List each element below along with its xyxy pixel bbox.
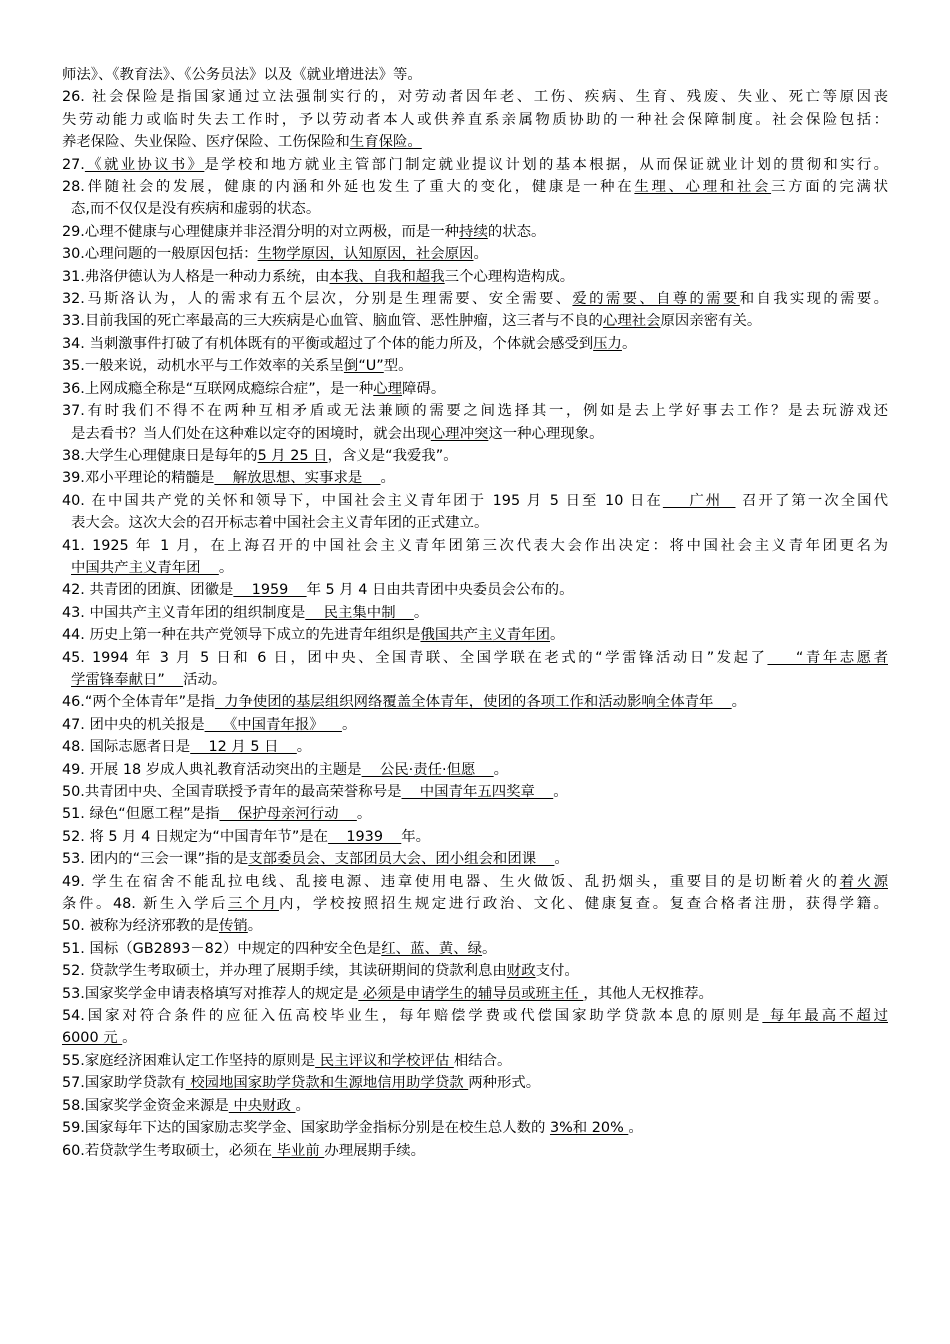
text-segment: 41. 1925 年 1 月，在上海召开的中国社会主义青年团第三次代表大会作出决定：将中国社会主义青年团更名为 bbox=[62, 537, 888, 554]
text-line bbox=[62, 647, 888, 669]
text-segment: 。 bbox=[295, 1097, 310, 1114]
underlined-answer: 《中国青年报》 bbox=[204, 716, 342, 733]
underlined-answer: 学雷锋奉献日” bbox=[71, 671, 184, 688]
text-line bbox=[62, 154, 888, 176]
text-segment: 原因亲密有关。 bbox=[660, 313, 762, 330]
text-line bbox=[62, 1027, 888, 1049]
text-segment: 两种形式。 bbox=[468, 1075, 541, 1092]
text-segment: 活动。 bbox=[183, 671, 227, 688]
text-segment: 33.目前我国的死亡率最高的三大疾病是心血管、脑血管、恶性肿瘤，这三者与不良的 bbox=[62, 313, 603, 330]
text-line bbox=[62, 915, 888, 937]
text-line bbox=[62, 759, 888, 781]
text-segment: 三个心理构造构成。 bbox=[444, 268, 575, 285]
text-line bbox=[62, 938, 888, 960]
text-segment: 。 bbox=[296, 739, 312, 756]
underlined-answer: 心理冲突 bbox=[430, 425, 489, 442]
text-line bbox=[62, 109, 888, 131]
text-segment: 。 bbox=[553, 784, 568, 800]
text-line bbox=[62, 243, 888, 265]
text-segment: 是去看书？当人们处在这种难以定夺的困境时，就会出现 bbox=[71, 425, 431, 442]
text-segment: 59.国家每年下达的国家励志奖学金、国家助学金指标分别是在校生总人数的 bbox=[62, 1120, 550, 1137]
text-segment: 27. bbox=[62, 156, 85, 173]
underlined-answer: 爱的需要、自尊的需要 bbox=[572, 291, 740, 308]
text-line bbox=[62, 714, 888, 736]
text-segment: 50.共青团中央、全国青联授予青年的最高荣誉称号是 bbox=[62, 784, 402, 800]
text-line bbox=[62, 86, 888, 108]
text-line bbox=[62, 579, 888, 601]
text-segment: 46.“两个全体青年”是指 bbox=[62, 694, 215, 711]
underlined-answer: 压力 bbox=[593, 335, 622, 352]
text-segment: 态,而不仅仅是没有疾病和虚弱的状态。 bbox=[71, 201, 321, 218]
underlined-answer: 着火源 bbox=[839, 873, 888, 890]
text-segment: 的状态。 bbox=[487, 223, 546, 240]
text-segment: 三方面的完满状 bbox=[771, 179, 888, 196]
text-segment: 49. 开展 18 岁成人典礼教育活动突出的主题是 bbox=[62, 761, 362, 778]
text-line bbox=[62, 1050, 888, 1072]
text-segment: 38.大学生心理健康日是每年的 bbox=[62, 447, 258, 464]
underlined-answer: 校园地国家助学贷款和生源地信用助学贷款 bbox=[185, 1075, 469, 1092]
text-segment: 26. 社会保险是指国家通过立法强制实行的，对劳动者因年老、工伤、疾病、生育、残废、失业、死亡等原因丧 bbox=[62, 89, 888, 106]
text-segment: 58.国家奖学金资金来源是 bbox=[62, 1097, 229, 1114]
text-segment: 。 bbox=[247, 918, 263, 935]
text-line bbox=[62, 624, 888, 646]
text-segment: 43. 中国共产主义青年团的组织制度是 bbox=[62, 604, 306, 621]
text-line bbox=[62, 310, 888, 332]
text-segment: ，其他人无权推荐。 bbox=[583, 985, 713, 1002]
text-line bbox=[62, 467, 888, 489]
text-line bbox=[62, 803, 888, 825]
text-segment: 。 bbox=[554, 851, 569, 868]
text-line bbox=[62, 378, 888, 400]
underlined-answer: 解放思想、实事求是 bbox=[214, 470, 381, 487]
text-segment: 和自我实现的需要。 bbox=[739, 291, 888, 308]
underlined-answer: 每年最高不超过 bbox=[762, 1008, 888, 1025]
text-segment: 条件。48. 新生入学后 bbox=[62, 896, 228, 913]
underlined-answer: 12 月 5 日 bbox=[190, 739, 297, 756]
text-segment: 内，学校按照招生规定进行政治、文化、健康复查。复查合格者注册，获得学籍。 bbox=[278, 896, 888, 913]
underlined-answer: 毕业前 bbox=[271, 1142, 325, 1159]
underlined-answer: 1939 bbox=[328, 828, 402, 845]
text-segment: 。 bbox=[621, 335, 637, 352]
underlined-answer: 持续 bbox=[459, 223, 488, 240]
text-line bbox=[62, 131, 888, 153]
text-line bbox=[62, 266, 888, 288]
text-segment: 。 bbox=[122, 1030, 137, 1047]
text-line bbox=[62, 490, 888, 512]
text-segment: 47. 团中央的机关报是 bbox=[62, 716, 205, 733]
underlined-answer: 公民·责任·但愿 bbox=[361, 761, 494, 778]
text-line bbox=[62, 983, 888, 1005]
text-segment: 支付。 bbox=[535, 963, 579, 980]
underlined-answer: 生育保险。 bbox=[349, 134, 422, 151]
text-segment: 54.国家对符合条件的应征入伍高校毕业生，每年赔偿学费或代偿国家助学贷款本息的原则是 bbox=[62, 1008, 763, 1025]
text-line bbox=[62, 333, 888, 355]
text-segment: 34. 当刺激事件打破了有机体既有的平衡或超过了个体的能力所及，个体就会感受到 bbox=[62, 335, 594, 352]
underlined-answer: 财政 bbox=[506, 963, 536, 980]
text-line bbox=[62, 445, 888, 467]
text-line bbox=[62, 1140, 888, 1162]
text-line bbox=[62, 355, 888, 377]
text-line bbox=[62, 1005, 888, 1027]
underlined-answer: 必须是申请学生的辅导员或班主任 bbox=[358, 985, 584, 1002]
text-segment: ，含义是“我爱我”。 bbox=[327, 447, 458, 464]
text-segment: 51. 国标（GB2893－82）中规定的四种安全色是 bbox=[62, 940, 382, 957]
underlined-answer: 俄国共产主义青年团 bbox=[420, 627, 550, 644]
underlined-answer: 6000 元 bbox=[62, 1030, 123, 1047]
text-segment: 型。 bbox=[383, 358, 413, 375]
text-segment: 办理展期手续。 bbox=[324, 1142, 426, 1159]
text-segment: 29.心理不健康与心理健康并非泾渭分明的对立两极，而是一种 bbox=[62, 223, 460, 240]
text-segment: 。 bbox=[549, 627, 565, 644]
text-segment: 失劳动能力或临时失去工作时，予以劳动者本人或供养直系亲属物质协助的一种社会保障制度。社会保险包括： bbox=[62, 111, 888, 128]
text-line bbox=[62, 1095, 888, 1117]
text-segment: 57.国家助学贷款有 bbox=[62, 1075, 186, 1092]
text-line bbox=[62, 602, 888, 624]
text-segment: 。 bbox=[218, 559, 234, 576]
underlined-answer: 心理 bbox=[373, 380, 403, 397]
text-segment: 39.邓小平理论的精髓是 bbox=[62, 470, 215, 487]
underlined-answer: 中央财政 bbox=[228, 1097, 296, 1114]
text-line bbox=[62, 221, 888, 243]
text-segment: 44. 历史上第一种在共产党领导下成立的先进青年组织是 bbox=[62, 627, 421, 644]
text-segment: 31.弗洛伊德认为人格是一种动力系统，由 bbox=[62, 268, 330, 285]
text-segment: 是学校和地方就业主管部门制定就业提议计划的基本根据，从而保证就业计划的贯彻和实行。 bbox=[204, 156, 888, 173]
text-line bbox=[62, 557, 888, 579]
text-line bbox=[62, 736, 888, 758]
text-segment: 。 bbox=[482, 940, 497, 957]
text-segment: 49. 学生在宿舍不能乱拉电线、乱接电源、违章使用电器、生火做饭、乱扔烟头，重要目的是切断着火的 bbox=[62, 873, 840, 890]
underlined-answer: 心理社会 bbox=[602, 313, 661, 330]
text-line bbox=[62, 535, 888, 557]
text-line bbox=[62, 176, 888, 198]
text-segment: 召开了第一次全国代 bbox=[735, 492, 888, 509]
text-segment: 53.国家奖学金申请表格填写对推荐人的规定是 bbox=[62, 985, 359, 1002]
underlined-answer: 生理、心理和社会 bbox=[634, 179, 772, 196]
text-line bbox=[62, 423, 888, 445]
text-segment: 。 bbox=[380, 470, 395, 487]
underlined-answer: 生物学原因，认知原因，社会原因 bbox=[257, 246, 474, 263]
text-segment: 表大会。这次大会的召开标志着中国社会主义青年团的正式建立。 bbox=[71, 515, 489, 532]
text-segment: 。 bbox=[493, 761, 509, 778]
text-segment: 60.若贷款学生考取硕士，必须在 bbox=[62, 1142, 272, 1159]
underlined-answer: 1959 bbox=[233, 582, 307, 599]
text-segment: 师法》、《教育法》、《公务员法》以及《就业增进法》等。 bbox=[62, 67, 422, 83]
text-line bbox=[62, 512, 888, 534]
text-line bbox=[62, 198, 888, 220]
underlined-answer: 3%和 20% bbox=[549, 1120, 629, 1137]
text-segment: 36.上网成瘾全称是“互联网成瘾综合症”，是一种 bbox=[62, 380, 374, 397]
text-line bbox=[62, 848, 888, 870]
text-segment: 37.有时我们不得不在两种互相矛盾或无法兼顾的需要之间选择其一，例如是去上学好事去工作？是去玩游戏还 bbox=[62, 403, 888, 420]
text-segment: 28.伴随社会的发展，健康的内涵和外延也发生了重大的变化，健康是一种在 bbox=[62, 179, 635, 196]
text-segment: 障碍。 bbox=[402, 380, 446, 397]
text-line bbox=[62, 288, 888, 310]
text-segment: 52. 将 5 月 4 日规定为“中国青年节”是在 bbox=[62, 828, 329, 845]
text-segment: 。 bbox=[473, 246, 488, 263]
text-line bbox=[62, 826, 888, 848]
text-segment: 。 bbox=[341, 716, 357, 733]
text-segment: 55.家庭经济困难认定工作坚持的原则是 bbox=[62, 1052, 316, 1069]
text-segment: 。 bbox=[628, 1120, 643, 1137]
text-line bbox=[62, 960, 888, 982]
text-line bbox=[62, 691, 888, 713]
text-segment: 。 bbox=[731, 694, 747, 711]
text-segment: 。 bbox=[413, 604, 429, 621]
text-segment: 42. 共青团的团旗、团徽是 bbox=[62, 582, 234, 599]
underlined-answer: 民主集中制 bbox=[305, 604, 414, 621]
underlined-answer: 中国青年五四奖章 bbox=[401, 784, 554, 800]
text-segment: 这一种心理现象。 bbox=[488, 425, 604, 442]
text-line bbox=[62, 1117, 888, 1139]
underlined-answer: 红、蓝、黄、绿 bbox=[381, 940, 483, 957]
underlined-answer: 本我、自我和超我 bbox=[329, 268, 445, 285]
text-line bbox=[62, 871, 888, 893]
text-line bbox=[62, 781, 888, 803]
text-segment: 相结合。 bbox=[453, 1052, 512, 1069]
underlined-answer: “青年志愿者 bbox=[767, 649, 888, 666]
text-segment: 48. 国际志愿者日是 bbox=[62, 739, 191, 756]
text-segment: 45. 1994 年 3 月 5 日和 6 日，团中央、全国青联、全国学联在老式的“学雷锋活动日”发起了 bbox=[62, 649, 768, 666]
text-segment: 53. 团内的“三会一课”指的是 bbox=[62, 851, 249, 868]
text-segment: 年 5 月 4 日由共青团中央委员会公布的。 bbox=[306, 582, 574, 599]
text-segment: 年。 bbox=[401, 828, 431, 845]
text-segment: 养老保险、失业保险、医疗保险、工伤保险和 bbox=[62, 134, 350, 151]
underlined-answer: 倒“U” bbox=[343, 358, 384, 375]
text-line bbox=[62, 669, 888, 691]
underlined-answer: 力争使团的基层组织网络覆盖全体青年，使团的各项工作和活动影响全体青年 bbox=[214, 694, 732, 711]
underlined-answer: 民主评议和学校评估 bbox=[315, 1052, 454, 1069]
underlined-answer: 保护母亲河行动 bbox=[219, 806, 357, 823]
text-line bbox=[62, 1072, 888, 1094]
text-segment: 40. 在中国共产党的关怀和领导下，中国社会主义青年团于 195 月 5 日至 10 日在 bbox=[62, 492, 663, 509]
text-segment: 51. 绿色“但愿工程”是指 bbox=[62, 806, 220, 823]
underlined-answer: 中国共产主义青年团 bbox=[71, 559, 219, 576]
text-line bbox=[62, 893, 888, 915]
text-line bbox=[62, 400, 888, 422]
text-segment: 35.一般来说，动机水平与工作效率的关系呈 bbox=[62, 358, 344, 375]
text-segment: 52. 贷款学生考取硕士，并办理了展期手续，其读研期间的贷款利息由 bbox=[62, 963, 507, 980]
text-line bbox=[62, 64, 888, 86]
underlined-answer: 三个月 bbox=[227, 896, 279, 913]
text-segment: 32.马斯洛认为，人的需求有五个层次，分别是生理需要、安全需要、 bbox=[62, 291, 573, 308]
text-segment: 50. 被称为经济邪教的是 bbox=[62, 918, 219, 935]
underlined-answer: 支部委员会、支部团员大会、团小组会和团课 bbox=[248, 851, 555, 868]
underlined-answer: 5 月 25 日 bbox=[257, 447, 328, 464]
underlined-answer: 《就业协议书》 bbox=[84, 156, 205, 173]
underlined-answer: 广州 bbox=[662, 492, 736, 509]
text-segment: 30.心理问题的一般原因包括： bbox=[62, 246, 258, 263]
underlined-answer: 传销 bbox=[218, 918, 248, 935]
text-segment: 。 bbox=[356, 806, 372, 823]
